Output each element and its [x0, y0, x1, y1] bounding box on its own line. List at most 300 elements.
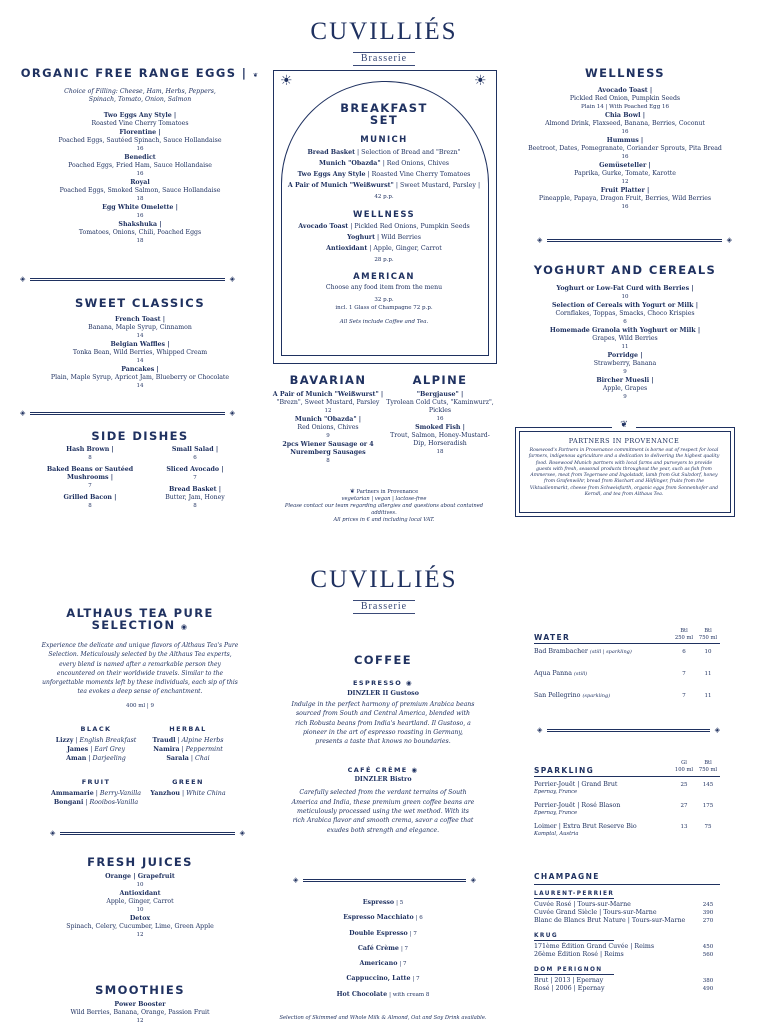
eggs-list [20, 112, 260, 245]
sparkling-list [534, 781, 720, 844]
item-price: 14 [136, 333, 144, 339]
price-col2: 75 [704, 824, 712, 830]
menu-item [40, 890, 240, 914]
inline-item [290, 899, 476, 907]
item-desc: Cornflakes, Toppas, Smacks, Choco Krispies [555, 310, 695, 317]
tea-fruit [46, 778, 146, 808]
item-name [40, 466, 140, 482]
menu-item [140, 446, 250, 462]
item-name [20, 154, 260, 162]
menu-item [40, 915, 240, 939]
champagne-house: KRUG [534, 933, 559, 939]
price-row-name [534, 670, 672, 678]
inline-item-desc: | 7 [409, 930, 417, 937]
inline-item [46, 799, 146, 807]
inline-item-desc: | English Breakfast [75, 737, 137, 744]
inline-item [283, 160, 485, 168]
price-row-label [534, 802, 672, 817]
partners-section [528, 437, 720, 498]
price-row-name [534, 823, 672, 831]
item-name [384, 424, 496, 432]
item-name [20, 179, 260, 187]
side-right-list [140, 446, 250, 514]
price-col2: 10 [704, 649, 712, 655]
menu-item [20, 204, 260, 220]
munich-price: 42 p.p. [374, 194, 394, 200]
price-row [534, 823, 720, 838]
inline-item-desc: | White China [182, 790, 226, 797]
sweet-list [20, 316, 260, 390]
row-name: Loimer | Extra Brut Reserve Bio [534, 823, 637, 830]
champagne-row [534, 909, 720, 917]
sunburst-icon: ☀ [474, 73, 487, 89]
inline-item [290, 991, 476, 999]
item-name [20, 112, 260, 120]
inline-item-name: Yanzhou [150, 790, 180, 797]
inline-item [46, 790, 146, 798]
inline-item-desc: | Roasted Vine Cherry Tomatoes [367, 171, 471, 178]
sparkling-title: SPARKLING [534, 766, 595, 775]
item-price: 9 [623, 369, 627, 375]
alpine-section [384, 373, 496, 457]
inline-item-name: Espresso Macchiato [343, 914, 414, 922]
coffee-section [290, 653, 476, 835]
item-price: 8 [326, 458, 330, 464]
item-name-text: Bread Basket | [168, 486, 222, 493]
item-name-text: Hash Brown | [66, 446, 114, 453]
item-price: 16 [136, 213, 144, 219]
menu-item [515, 285, 735, 301]
bavarian-title: BAVARIAN [289, 373, 367, 387]
tea-herbal [138, 725, 238, 764]
champagne-row [534, 985, 720, 993]
menu-item [140, 466, 250, 482]
champagne-name: Rosé | 2006 | Epernay [534, 985, 605, 992]
champagne-house: DOM PERIGNON [534, 967, 603, 973]
menu-item [515, 352, 735, 376]
champagne-name: Cuvée Rosé | Tours-sur-Marne [534, 901, 631, 908]
inline-item [290, 945, 476, 953]
espresso-desc: Indulge in the perfect harmony of premium Arabica beans sourced from South and Central America, blended with rich Robusta beans from India's heartland. Il Gustoso, a pioneer in the art of espresso roasting in Germany, presents a taste that knows no boundaries. [291, 701, 475, 746]
tea-green [138, 778, 238, 799]
inline-item [290, 975, 476, 983]
menu-item [515, 327, 735, 351]
inline-item [138, 755, 238, 763]
tea-black-title: BLACK [80, 725, 112, 733]
house-rule [534, 898, 614, 899]
inline-item-name: Espresso [362, 899, 395, 906]
inline-item-name: Cappuccino, Latte [346, 975, 411, 983]
menu-item [40, 446, 140, 462]
item-name [40, 1001, 240, 1009]
menu-item [515, 377, 735, 401]
sweet-title: SWEET CLASSICS [74, 296, 206, 310]
inline-item-desc: | Apple, Ginger, Carrot [369, 245, 442, 252]
item-name-text: Orange | Grapefruit [105, 873, 175, 880]
price-col2: 11 [704, 671, 712, 677]
item-name-text: Fruit Platter | [600, 187, 650, 194]
inline-item-desc: | Red Onions, Chives [382, 160, 450, 167]
item-price: 8 [193, 503, 197, 509]
item-name [40, 890, 240, 898]
leaf-icon: ◉ [411, 766, 419, 775]
item-name-text: Homemade Granola with Yoghurt or Milk | [549, 327, 701, 334]
row-desc: (still | sparkling) [589, 649, 632, 655]
inline-item-name: Traudl [152, 737, 176, 744]
item-desc: "Brezn", Sweet Mustard, Parsley [276, 399, 380, 406]
item-price: 18 [136, 196, 144, 202]
tea-price: 400 ml | 9 [125, 702, 155, 709]
item-desc: Tyrolean Cold Cuts, "Kaminwurz", Pickles [386, 399, 494, 414]
item-price: 18 [436, 449, 444, 455]
brand-sub: Brasserie [353, 600, 415, 614]
item-name [20, 221, 260, 229]
item-name [140, 466, 250, 474]
creme-title: CAFÉ CRÈME ◉ [347, 766, 419, 775]
item-name [40, 494, 140, 502]
champagne-row [534, 901, 720, 909]
menu-item [384, 424, 496, 456]
item-name-text: Bircher Muesli | [596, 377, 654, 384]
inline-item [138, 737, 238, 745]
smoothies-section [40, 983, 240, 1026]
water-title: WATER [534, 633, 571, 642]
price-row [534, 670, 720, 678]
item-price: 18 [136, 238, 144, 244]
wellness-price: 28 p.p. [374, 257, 394, 263]
item-price: Plain 14 | With Poached Egg 16 [581, 104, 669, 110]
menu-item [20, 154, 260, 178]
item-price: 8 [88, 503, 92, 509]
bavarian-list [272, 391, 384, 465]
item-name [272, 441, 384, 457]
item-name-text: Chia Bowl | [604, 112, 646, 119]
american-note: incl. 1 Glass of Champagne 72 p.p. [335, 305, 433, 311]
brand-logo: CUVILLIÉS [310, 566, 458, 593]
menu-item [20, 341, 260, 365]
tea-herbal-title: HERBAL [169, 725, 207, 733]
inline-item-desc: | Alpine Herbs [177, 737, 224, 744]
inline-item [290, 914, 476, 922]
menu-item [40, 466, 140, 490]
champagne-section [534, 872, 720, 993]
inline-item-desc: | 5 [396, 900, 404, 906]
menu-item [515, 162, 735, 186]
inline-item [138, 746, 238, 754]
champagne-price: 490 [702, 986, 714, 992]
wellness-list [515, 87, 735, 211]
row-desc: (still) [573, 671, 588, 677]
item-name-text: Belgian Waffles | [110, 341, 170, 348]
menu-item [384, 391, 496, 423]
american-price: 32 p.p. [374, 297, 394, 303]
champagne-price: 390 [702, 910, 714, 916]
sparkling-cols: Gl Btl 100 ml 750 ml [674, 760, 718, 773]
item-name-text: Porridge | [607, 352, 643, 359]
inline-item [283, 234, 485, 242]
price-col1: 25 [680, 782, 688, 788]
item-price: 7 [88, 483, 92, 489]
row-origin: Epernay, France [534, 789, 578, 795]
item-name [20, 341, 260, 349]
inline-item-name: Lizzy [55, 737, 74, 744]
inline-item-name: Café Crème [357, 944, 399, 952]
water-rule [534, 643, 720, 644]
divider: ◈ ◈ [50, 829, 245, 837]
yoghurt-title: YOGHURT AND CEREALS [533, 263, 717, 277]
item-name-text: Detox [129, 915, 151, 922]
creme-desc: Carefully selected from the verdant terrains of South America and India, these premium green coffee beans are meticulously processed using the wet method. With its rich Arabica flavor and smooth crema, savor a coffee that exudes both strength and elegance. [291, 789, 475, 834]
item-price: 6 [623, 319, 627, 325]
inline-item-name: Avocado Toast [298, 223, 349, 230]
menu-item [515, 87, 735, 111]
munich-title: MUNICH [360, 135, 408, 145]
item-price: 12 [324, 408, 332, 414]
divider: ◈ ◈ [20, 275, 235, 283]
price-row-name [534, 648, 672, 656]
inline-item-desc: | 6 [415, 915, 423, 922]
item-desc: Apple, Ginger, Carrot [106, 898, 174, 905]
inline-item [283, 223, 485, 231]
bavarian-section [272, 373, 384, 466]
eggs-intro: Choice of Filling: Cheese, Ham, Herbs, Peppers, Spinach, Tomato, Onion, Salmon [64, 88, 216, 103]
menu-item [40, 873, 240, 889]
price-row-label [534, 781, 672, 796]
menu-item [20, 129, 260, 153]
price-col2: 145 [702, 782, 714, 788]
item-name [515, 187, 735, 195]
sparkling-rule [534, 776, 720, 777]
item-name-text: Grilled Bacon | [63, 494, 117, 501]
price-col1: 7 [682, 671, 686, 677]
row-origin: Kamptal, Austria [534, 831, 579, 837]
item-price: 9 [326, 433, 330, 439]
champagne-name: 26ème Édition Rosé | Reims [534, 951, 624, 958]
item-name-text: Selection of Cereals with Yogurt or Milk | [551, 302, 699, 309]
item-name [20, 204, 260, 212]
breakfast-footnote: All Sets include Coffee and Tea. [339, 319, 429, 325]
item-name-text: Gemüseteller | [599, 162, 651, 169]
item-desc: Plain, Maple Syrup, Apricot Jam, Blueberry or Chocolate [50, 374, 230, 381]
item-price: 10 [621, 294, 629, 300]
item-price: 14 [136, 383, 144, 389]
price-col1: 27 [680, 803, 688, 809]
champagne-row [534, 943, 720, 951]
legend-vat: All prices in € and including local VAT. [333, 517, 435, 523]
item-name-text: Royal [130, 179, 150, 186]
item-name [515, 352, 735, 360]
item-desc: Red Onions, Chives [297, 424, 359, 431]
item-price: 16 [436, 416, 444, 422]
smoothies-title: SMOOTHIES [95, 983, 185, 997]
wellness-section [515, 66, 735, 212]
leaf-icon: ❦ [252, 72, 260, 79]
legend: ❦ Partners in Provenance vegetarian | vegan | lactose-free Please contact our team regarding allergies and questions about contained additives. All prices in € and including local VAT. [272, 488, 496, 524]
tea-herbal-list [138, 737, 238, 763]
inline-item-name: Sarala [166, 755, 189, 762]
tea-title: ALTHAUS TEA PURE SELECTION ◉ [66, 606, 214, 632]
item-price: 12 [136, 1018, 144, 1024]
tea-black [46, 725, 146, 764]
champagne-house: LAURENT-PERRIER [534, 891, 615, 897]
item-desc: Poached Eggs, Sautéed Spinach, Sauce Hollandaise [58, 137, 222, 144]
item-price: 7 [193, 475, 197, 481]
inline-item-desc: | Rooibos-Vanilla [85, 799, 139, 806]
price-row-name [534, 802, 672, 810]
juices-title: FRESH JUICES [87, 855, 193, 869]
tea-section [40, 607, 240, 710]
inline-item-name: Bread Basket [307, 149, 356, 156]
item-desc: Grapes, Wild Berries [592, 335, 658, 342]
item-name [515, 87, 735, 95]
item-desc: Poached Eggs, Fried Ham, Sauce Hollandaise [68, 162, 212, 169]
menu-item [20, 179, 260, 203]
brand-sub: Brasserie [353, 52, 415, 66]
item-name [515, 285, 735, 293]
menu-item [40, 494, 140, 510]
inline-item [46, 737, 146, 745]
item-desc: Pickled Red Onion, Pumpkin Seeds [569, 95, 681, 102]
item-name-text: Avocado Toast | [597, 87, 653, 94]
champagne-row [534, 917, 720, 925]
coffee-list [290, 899, 476, 1006]
tea-green-title: GREEN [172, 778, 204, 786]
item-name-text: Hummus | [606, 137, 644, 144]
espresso-name: DINZLER II Gustoso [347, 690, 419, 697]
juices-list [40, 873, 240, 939]
row-name: Perrier-Jouët | Rosé Blason [534, 802, 621, 809]
item-price: 16 [136, 171, 144, 177]
inline-item [283, 182, 485, 190]
champagne-price: 245 [702, 902, 714, 908]
item-desc: Strawberry, Banana [593, 360, 657, 367]
price-row [534, 692, 720, 700]
inline-item-name: Hot Chocolate [336, 990, 388, 998]
creme-name: DINZLER Bistro [354, 776, 412, 784]
item-price: 12 [621, 179, 629, 185]
item-name-text: Egg White Omelette | [102, 204, 178, 211]
item-desc: Tonka Bean, Wild Berries, Whipped Cream [72, 349, 208, 356]
inline-item-desc: | Sweet Mustard, Parsley | [395, 182, 481, 189]
item-name-text: Pancakes | [121, 366, 159, 373]
wellness-title: WELLNESS [585, 66, 665, 80]
price-row [534, 648, 720, 656]
item-desc: Roasted Vine Cherry Tomatoes [91, 120, 189, 127]
coffee-note: Selection of Skimmed and Whole Milk & Almond, Oat and Soy Drink available. [279, 1015, 487, 1021]
breakfast-section [283, 102, 485, 326]
item-name [20, 316, 260, 324]
item-desc: Pineapple, Papaya, Dragon Fruit, Berries, Wild Berries [538, 195, 712, 202]
inline-item-name: A Pair of Munich "Weißwurst" [287, 182, 394, 189]
partners-text: Rosewood's Partners in Provenance commitment is borne out of respect for local farmers, indigenous agriculture and a dedication to delivering the highest quality food. Rosewood Munich partners with local farms and purveyors to provide guests with fresh, seasonal products throughout the year, such as fish from Ammersee, meat from Tegernsee and Ingolstadt, lamb from Gut Sulzdorf, honey from Grafenwöhr, bread from Rischart and Höflinger, fruits from the Viktualienmarkt, cheese from Schweisfurth, organic eggs from Sonnenhofer and Kerndl, and tea from Althaus Tea. [528, 448, 720, 498]
inline-item-desc: | Chai [190, 755, 210, 762]
price-row-name [534, 692, 672, 700]
row-name: Aqua Panna [534, 670, 572, 677]
item-desc: Spinach, Celery, Cucumber, Lime, Green Apple [66, 923, 214, 930]
leaf-icon: ◉ [405, 679, 413, 687]
inline-item-name: Double Espresso [349, 929, 408, 937]
item-name [272, 416, 384, 424]
menu-item [272, 391, 384, 415]
item-price: 6 [193, 455, 197, 461]
menu-item [40, 1001, 240, 1025]
inline-item-desc: | 7 [400, 945, 409, 952]
item-desc: Trout, Salmon, Honey-Mustard-Dip, Horseradish [390, 432, 490, 447]
tea-fruit-title: FRUIT [81, 778, 111, 786]
champagne-name: 171ème Édition Grand Cuvée | Reims [534, 943, 655, 950]
item-name-text: Smoked Fish | [415, 424, 465, 431]
side-section [20, 429, 260, 443]
item-name [515, 112, 735, 120]
yoghurt-section [515, 263, 735, 402]
inline-item [283, 149, 485, 157]
champagne-name: Cuvée Grand Siècle | Tours-sur-Marne [534, 909, 657, 916]
price-row [534, 802, 720, 817]
item-price: 16 [136, 146, 144, 152]
legend-allergy: Please contact our team regarding allergies and questions about contained additives. [284, 503, 484, 516]
partners-title: PARTNERS IN PROVENANCE [568, 437, 680, 445]
inline-item-name: James [66, 746, 89, 753]
menu-item [20, 112, 260, 128]
item-price: 10 [136, 882, 144, 888]
champagne-price: 560 [702, 952, 714, 958]
champagne-rule [534, 884, 720, 885]
alpine-title: ALPINE [412, 373, 468, 387]
item-desc: Apple, Grapes [602, 385, 648, 392]
inline-item-name: Antioxidant [326, 245, 368, 252]
menu-item [20, 221, 260, 245]
item-name [40, 915, 240, 923]
inline-item-desc: | Wild Berries [377, 234, 421, 241]
item-name [515, 137, 735, 145]
inline-item [46, 755, 146, 763]
champagne-row [534, 951, 720, 959]
price-row-label [534, 692, 672, 700]
price-row [534, 781, 720, 796]
divider: ◈ ◈ [293, 876, 476, 884]
champagne-title: CHAMPAGNE [534, 872, 600, 881]
menu-item [20, 366, 260, 390]
leaf-icon: ◉ [180, 623, 189, 631]
item-name-text: Small Salad | [171, 446, 219, 453]
item-price: 16 [621, 154, 629, 160]
item-name [515, 377, 735, 385]
inline-item-name: Namira [153, 746, 180, 753]
champagne-row [534, 977, 720, 985]
coffee-title: COFFEE [353, 653, 413, 667]
inline-item [46, 746, 146, 754]
divider: ◈ ◈ [537, 236, 732, 244]
item-desc: Poached Eggs, Smoked Salmon, Sauce Hollandaise [59, 187, 221, 194]
item-name-text: Antioxidant [119, 890, 161, 897]
inline-item-desc: | Berry-Vanilla [95, 790, 142, 797]
price-col1: 6 [682, 649, 686, 655]
menu-item [515, 112, 735, 136]
leaf-icon: ❦ [349, 488, 355, 495]
munich-list [283, 149, 485, 190]
yoghurt-list [515, 285, 735, 401]
water-list [534, 648, 720, 714]
item-name [515, 162, 735, 170]
inline-item-name: Bongani [53, 799, 84, 806]
price-row-label [534, 648, 672, 656]
item-name-text: Baked Beans or Sautéed Mushrooms | [46, 466, 134, 481]
item-name-text: Power Booster [114, 1001, 166, 1008]
sunburst-icon: ☀ [280, 73, 293, 89]
item-name [40, 873, 240, 881]
item-desc: Wild Berries, Banana, Orange, Passion Fruit [70, 1009, 210, 1016]
item-desc: Tomatoes, Onions, Chili, Poached Eggs [78, 229, 202, 236]
